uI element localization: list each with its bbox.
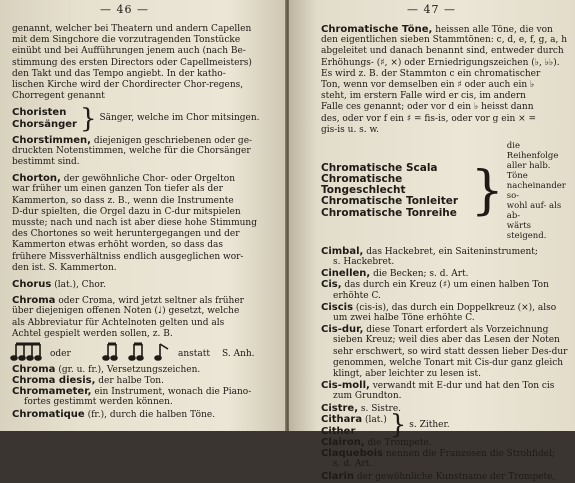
headword: Cis, xyxy=(321,279,342,291)
text-line: Chorregent genannt xyxy=(12,91,105,102)
text-line: den Takt und das Tempo angiebt. In der katho- xyxy=(12,68,226,79)
headword: Clairon, xyxy=(321,437,365,449)
appendix-ref: S. Anh. xyxy=(222,348,255,359)
entry-cinellen: Cinellen, die Becken; s. d. Art. xyxy=(321,268,469,280)
brace-glyph: } xyxy=(470,160,504,221)
headword: Chroma diesis, xyxy=(12,375,96,387)
text-line: erhöhte C. xyxy=(333,290,381,301)
headword: Chorton, xyxy=(12,173,61,185)
text-line: Falle ces genannt; oder vor d ein ♭ heisst dann xyxy=(321,102,534,113)
text-line: war früher um einen ganzen Ton tiefer als der xyxy=(12,184,223,195)
text-line: frühere Missverhältniss endlich ausgeglichen wor- xyxy=(12,251,244,262)
headword: Chromatique xyxy=(12,408,85,420)
text-line: den ist. S. Kammerton. xyxy=(12,262,117,273)
text-line: druckten Notenstimmen, welche für die Chorsänger xyxy=(12,145,251,156)
text-line: einübt und bei Aufführungen jenem auch (nach Be- xyxy=(12,46,246,57)
headword: Claquebois xyxy=(321,448,383,460)
text-line: sieben Kreuz; weil dies aber das Lesen der Noten xyxy=(333,335,560,346)
text-line: mit dem Singchore die vorzutragenden Tonstücke xyxy=(12,35,241,46)
text-line: genannt, welcher bei Theatern und andern Capellen xyxy=(12,24,252,34)
text-line: gis-is u. s. w. xyxy=(321,124,380,135)
headword: Cis-dur, xyxy=(321,324,364,336)
right-page xyxy=(289,0,575,482)
anstatt-label: anstatt xyxy=(178,348,210,359)
brace-glyph: } xyxy=(79,103,97,134)
entry-choristen xyxy=(12,103,274,134)
music-notes-icon xyxy=(12,340,274,364)
headword: Chromatische Scala xyxy=(321,161,438,174)
entry-cis: Cis, das durch ein Kreuz (♯) um einen halben Ton xyxy=(321,279,549,291)
entry-chromameter: Chromameter, ein Instrument, wonach die Piano- xyxy=(12,386,252,398)
headword: Cistre, xyxy=(321,402,359,414)
page-number: — 47 — xyxy=(407,3,456,16)
text-line: um zwei halbe Töne erhöhte C. xyxy=(333,313,475,323)
text-line: über diejenigen offenen Noten (♩) gesetzt, welche xyxy=(12,306,240,317)
entry-cithara-group xyxy=(321,410,571,441)
entry-chorus: Chorus (lat.), Chor. xyxy=(12,278,106,290)
headword: Cimbal, xyxy=(321,245,364,257)
entry-cis-dur: Cis-dur, diese Tonart erfordert als Vorzeichnung xyxy=(321,324,549,336)
headword: Chromatische Töne, xyxy=(321,24,433,35)
text-line: stimmung des ersten Directors oder Capellmeisters) xyxy=(12,57,252,68)
definition: s. Zither. xyxy=(409,419,450,430)
entry-chorstimmen: Chorstimmen, diejenigen geschriebenen oder ge- xyxy=(12,134,253,146)
entry-claquebois: Claquebois nennen die Franzosen die Strohfidel; xyxy=(321,448,555,460)
text-line: bestimmt sind. xyxy=(12,157,80,168)
text-line: sehr erschwert, so wird statt dessen lieber Des-dur xyxy=(333,346,568,357)
text-line: genommen, welche Tonart mit Cis-dur ganz gleich xyxy=(333,357,564,368)
page-number: — 46 — xyxy=(100,3,149,16)
headword: Chromameter, xyxy=(12,386,92,398)
brace-glyph: } xyxy=(389,410,407,441)
left-page-text xyxy=(12,24,274,420)
entry-chroma: Chroma oder Croma, wird jetzt seltner als früher xyxy=(12,295,244,307)
text-line: lischen Kirche wird der Chordirecter Chor-regens, xyxy=(12,79,244,90)
text-line: Erhöhungs- (♯, ×) oder Erniedrigungszeichen (♭, ♭♭). xyxy=(321,57,560,68)
headword: Chorsänger xyxy=(12,118,77,130)
headword: Clarin xyxy=(321,470,354,482)
text-line: Es wird z. B. der Stammton c ein chromatischer xyxy=(321,68,541,79)
text-line: fortes gestimmt werden können. xyxy=(24,397,173,408)
text-line: steht, im erstern Falle wird er cis, im andern xyxy=(321,91,526,102)
headword: Chorstimmen, xyxy=(12,134,91,146)
headword: Chroma xyxy=(12,295,56,307)
text-line: klingt, aber leichter zu lesen ist. xyxy=(333,368,481,379)
text-line: zum Grundton. xyxy=(333,391,402,402)
text-line: als Abbreviatur für Achtelnoten gelten und als xyxy=(12,317,225,328)
definition-line: die Reihenfolge xyxy=(506,140,559,161)
text-line: Kammerton, so dass z. B., wenn die Instrumente xyxy=(12,195,234,206)
headword: Ciscis xyxy=(321,301,354,313)
oder-label: oder xyxy=(50,348,71,359)
text-line: Achtel gespielt werden sollen, z. B. xyxy=(12,328,173,339)
headword: Cithara xyxy=(321,413,363,425)
definition-line: aller halb. Töne xyxy=(506,160,551,181)
text-line: des, oder vor f ein ♯ = fis-is, oder vor g ein × = xyxy=(321,113,537,124)
definition: Sänger, welche im Chor mitsingen. xyxy=(99,112,260,123)
entry-chroma-diesis: Chroma diesis, der halbe Ton. xyxy=(12,375,164,387)
text-line: des Chortones so weit heruntergegangen und der xyxy=(12,229,240,240)
headword: Chromatische Tonleiter xyxy=(321,195,459,208)
entry-cistre: Cistre, s. Sistre. xyxy=(321,402,401,414)
headword: Chromatische Tongeschlecht xyxy=(321,173,406,197)
headword: Cither xyxy=(321,425,356,437)
headword: Chroma xyxy=(12,363,56,375)
text-line: s. Hackebret. xyxy=(333,257,395,268)
entry-chroma-gr: Chroma (gr. u. fr.), Versetzungszeichen. xyxy=(12,363,201,375)
text-line: Ton, wenn vor demselben ein ♯ oder auch ein ♭ xyxy=(321,79,535,90)
entry-chromatische-toene: Chromatische Töne, heissen alle Töne, die von xyxy=(321,24,553,35)
entry-chromatische-group xyxy=(321,141,571,241)
right-page-text xyxy=(321,24,571,482)
left-page xyxy=(0,0,286,431)
text-line: den eigentlichen sieben Stammtönen: c, d, e, f, g, a, h xyxy=(321,35,568,46)
entry-chromatique: Chromatique (fr.), durch die halben Töne. xyxy=(12,408,216,420)
text-line: Kammerton etwas erhöht worden, so dass das xyxy=(12,240,223,251)
definition-line: wohl auf- als ab- xyxy=(506,200,562,221)
headword: Choristen xyxy=(12,107,67,119)
headword: Chorus xyxy=(12,278,52,290)
entry-cimbal: Cimbal, das Hackebret, ein Saiteninstrument; xyxy=(321,245,538,257)
lat-marker: (lat.) xyxy=(364,414,387,425)
headword: Cinellen, xyxy=(321,268,371,280)
text-line: D-dur spielten, die Orgel dazu in C-dur mitspielen xyxy=(12,206,241,217)
entry-cis-moll: Cis-moll, verwandt mit E-dur und hat den Ton cis xyxy=(321,380,555,392)
entry-clairon: Clairon, die Trompete. xyxy=(321,437,432,449)
headword: Chromatische Tonreihe xyxy=(321,206,457,219)
entry-clarin: Clarin der gewöhnliche Kunstname der Trompete, xyxy=(321,470,556,482)
entry-chorton: Chorton, der gewöhnliche Chor- oder Orgelton xyxy=(12,173,235,185)
text-line: abgeleitet und danach benannt sind, entweder durch xyxy=(321,46,564,57)
entry-ciscis: Ciscis (cis-is), das durch ein Doppelkreuz (×), also xyxy=(321,301,557,313)
text-line: s. d. Art. xyxy=(333,459,373,470)
headword: Cis-moll, xyxy=(321,380,370,392)
definition-line: nacheinander so- xyxy=(506,180,566,201)
text-line: musste; nach und nach ist aber diese hohe Stimmung xyxy=(12,218,257,229)
definition-line: wärts steigend. xyxy=(506,220,547,241)
music-notation-example xyxy=(12,340,274,364)
